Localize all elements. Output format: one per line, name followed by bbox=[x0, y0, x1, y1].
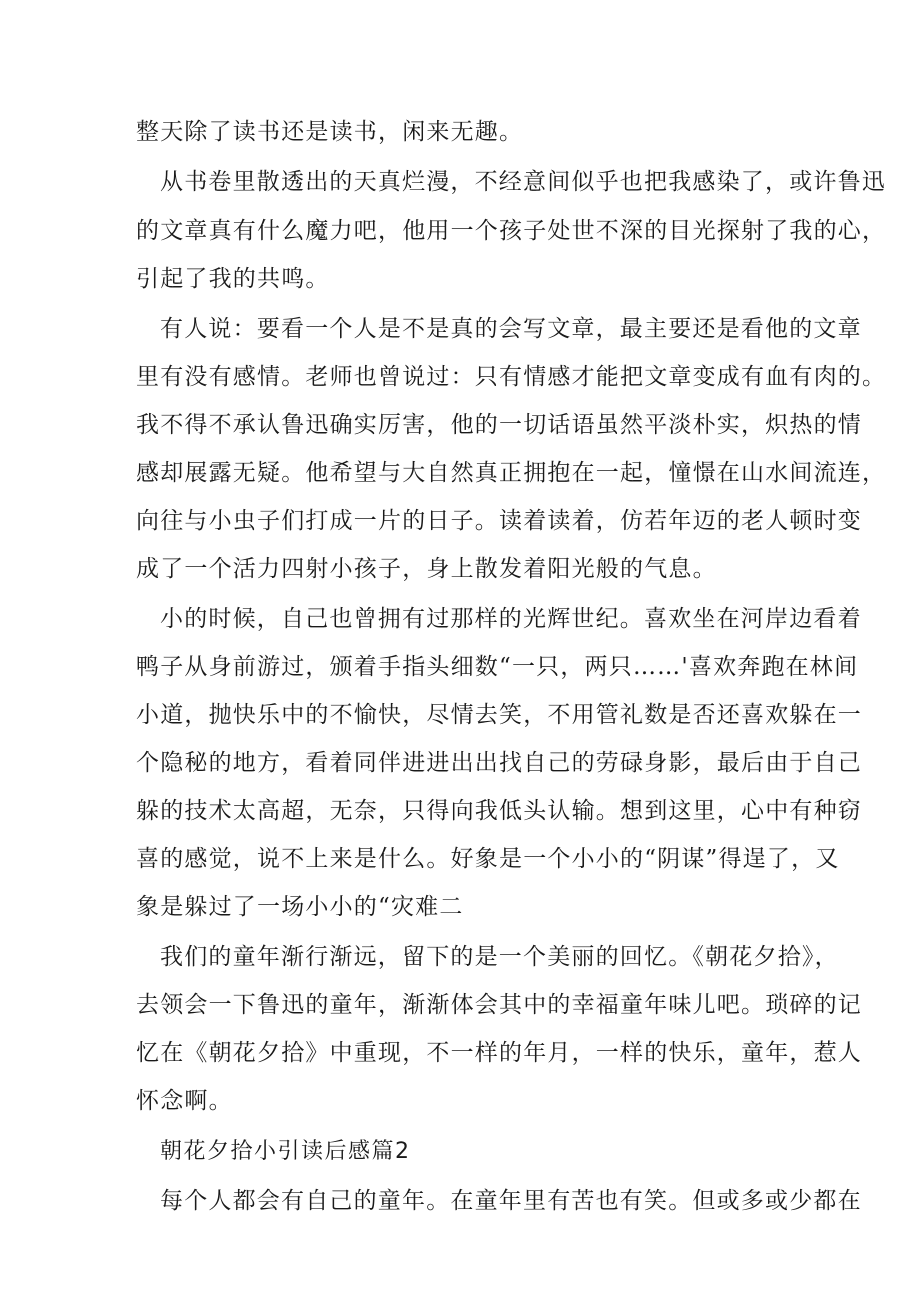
paragraph-line: 去领会一下鲁迅的童年，渐渐体会其中的幸福童年味儿吧。琐碎的记 bbox=[136, 992, 862, 1018]
paragraph-line: 小的时候，自己也曾拥有过那样的光辉世纪。喜欢坐在河岸边看着 bbox=[160, 606, 862, 632]
paragraph-line: 成了一个活力四射小孩子，身上散发着阳光般的气息。 bbox=[136, 556, 717, 582]
paragraph-line: 每个人都会有自己的童年。在童年里有苦也有笑。但或多或少都在 bbox=[160, 1188, 862, 1214]
section-heading: 朝花夕拾小引读后感篇2 bbox=[160, 1139, 411, 1164]
paragraph-line: 怀念啊。 bbox=[136, 1088, 233, 1114]
paragraph-line: 感却展露无疑。他希望与大自然真正拥抱在一起，憧憬在山水间流连， bbox=[136, 460, 887, 486]
paragraph-line: 的文章真有什么魔力吧，他用一个孩子处世不深的目光探射了我的心， bbox=[136, 218, 887, 244]
paragraph-line: 里有没有感情。老师也曾说过：只有情感才能把文章变成有血有肉的。 bbox=[136, 364, 887, 390]
paragraph-line: 从书卷里散透出的天真烂漫，不经意间似乎也把我感染了，或许鲁迅 bbox=[160, 169, 886, 195]
paragraph-line: 忆在《朝花夕拾》中重现，不一样的年月，一样的快乐，童年，惹人 bbox=[136, 1040, 862, 1066]
paragraph-line: 象是躲过了一场小小的“灾难二 bbox=[136, 894, 464, 920]
paragraph-line: 向往与小虫子们打成一片的日子。读着读着，仿若年迈的老人顿时变 bbox=[136, 508, 862, 534]
paragraph-line: 我不得不承认鲁迅确实厉害，他的一切话语虽然平淡朴实，炽热的情 bbox=[136, 412, 862, 438]
paragraph-line: 喜的感觉，说不上来是什么。好象是一个小小的“阴谋”得逞了，又 bbox=[136, 846, 840, 872]
paragraph-line: 小道，抛快乐中的不愉快，尽情去笑，不用管礼数是否还喜欢躲在一 bbox=[136, 702, 862, 728]
paragraph-line: 整天除了读书还是读书，闲来无趣。 bbox=[136, 119, 524, 145]
paragraph-line: 躲的技术太高超，无奈，只得向我低头认输。想到这里，心中有种窃 bbox=[136, 798, 862, 824]
paragraph-line: 有人说：要看一个人是不是真的会写文章，最主要还是看他的文章 bbox=[160, 316, 862, 342]
paragraph-line: 个隐秘的地方，看着同伴进进出出找自己的劳碌身影，最后由于自己 bbox=[136, 750, 862, 776]
paragraph-line: 我们的童年渐行渐远，留下的是一个美丽的回忆。《朝花夕拾》， bbox=[160, 944, 839, 970]
paragraph-line: 引起了我的共鸣。 bbox=[136, 266, 330, 292]
paragraph-line: 鸭子从身前游过，颁着手指头细数“一只，两只……'喜欢奔跑在林间 bbox=[136, 654, 859, 680]
